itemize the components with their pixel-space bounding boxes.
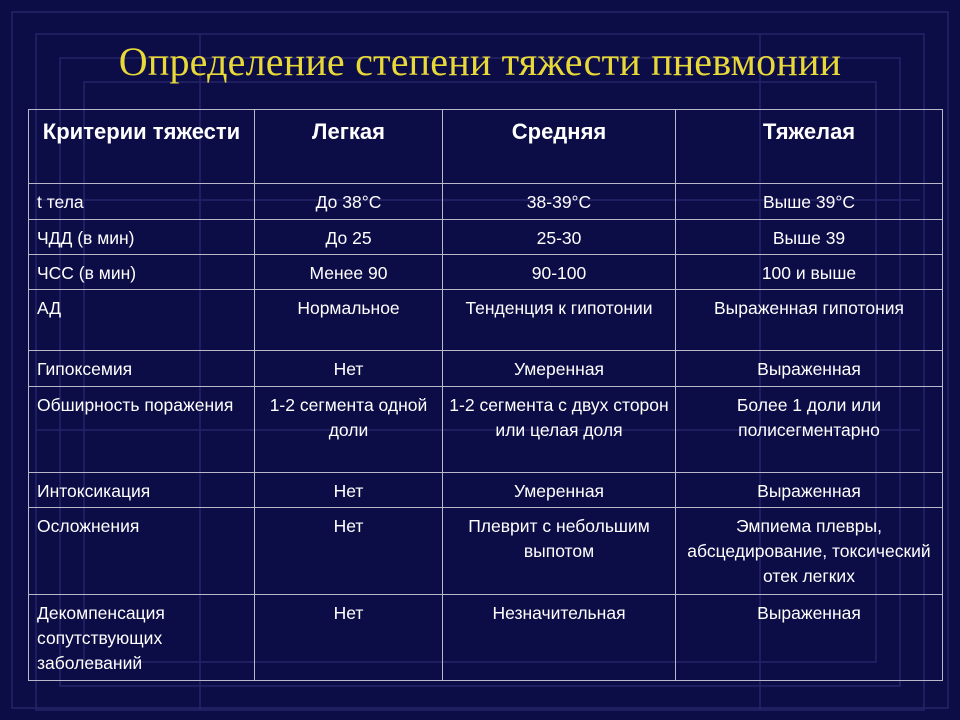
table-row <box>29 595 943 681</box>
mild-cell: 1-2 сегмента одной доли <box>255 387 443 473</box>
severe-cell: Выше 39 <box>676 220 943 255</box>
table-row <box>29 220 943 255</box>
table-row <box>29 184 943 220</box>
mild-cell: Нет <box>255 351 443 387</box>
table-row <box>29 290 943 351</box>
moderate-cell: Незначительная <box>443 595 676 681</box>
moderate-cell: 38-39°С <box>443 184 676 220</box>
criterion-cell: ЧСС (в мин) <box>29 255 255 290</box>
header-severe: Тяжелая <box>676 110 943 184</box>
severe-cell: Выраженная гипотония <box>676 290 943 351</box>
table-row <box>29 255 943 290</box>
severe-cell: Выраженная <box>676 595 943 681</box>
criterion-cell: АД <box>29 290 255 351</box>
mild-cell: Нормальное <box>255 290 443 351</box>
table-row <box>29 508 943 595</box>
criterion-cell: Декомпенсация сопутствующих заболеваний <box>29 595 255 681</box>
mild-cell: Нет <box>255 473 443 508</box>
table-row <box>29 351 943 387</box>
criterion-cell: Интоксикация <box>29 473 255 508</box>
moderate-cell: Плеврит с небольшим выпотом <box>443 508 676 595</box>
mild-cell: До 25 <box>255 220 443 255</box>
criterion-cell: Обширность поражения <box>29 387 255 473</box>
criterion-cell: ЧДД (в мин) <box>29 220 255 255</box>
moderate-cell: 90-100 <box>443 255 676 290</box>
moderate-cell: 25-30 <box>443 220 676 255</box>
mild-cell: Менее 90 <box>255 255 443 290</box>
slide-title: Определение степени тяжести пневмонии <box>118 39 842 84</box>
header-mild: Легкая <box>255 110 443 184</box>
severe-cell: Выраженная <box>676 351 943 387</box>
moderate-cell: Умеренная <box>443 473 676 508</box>
severe-cell: 100 и выше <box>676 255 943 290</box>
header-criteria: Критерии тяжести <box>29 110 255 184</box>
moderate-cell: Тенденция к гипотонии <box>443 290 676 351</box>
header-moderate: Средняя <box>443 110 676 184</box>
table-header-row <box>29 110 943 184</box>
severe-cell: Более 1 доли или полисегментарно <box>676 387 943 473</box>
severe-cell: Выше 39°С <box>676 184 943 220</box>
criterion-cell: Гипоксемия <box>29 351 255 387</box>
moderate-cell: 1-2 сегмента с двух сторон или целая доля <box>443 387 676 473</box>
criterion-cell: t тела <box>29 184 255 220</box>
mild-cell: Нет <box>255 508 443 595</box>
table-row <box>29 387 943 473</box>
mild-cell: До 38°С <box>255 184 443 220</box>
severe-cell: Эмпиема плевры, абсцедирование, токсический отек легких <box>676 508 943 595</box>
criterion-cell: Осложнения <box>29 508 255 595</box>
severe-cell: Выраженная <box>676 473 943 508</box>
mild-cell: Нет <box>255 595 443 681</box>
severity-table <box>28 109 943 681</box>
table-row <box>29 473 943 508</box>
moderate-cell: Умеренная <box>443 351 676 387</box>
